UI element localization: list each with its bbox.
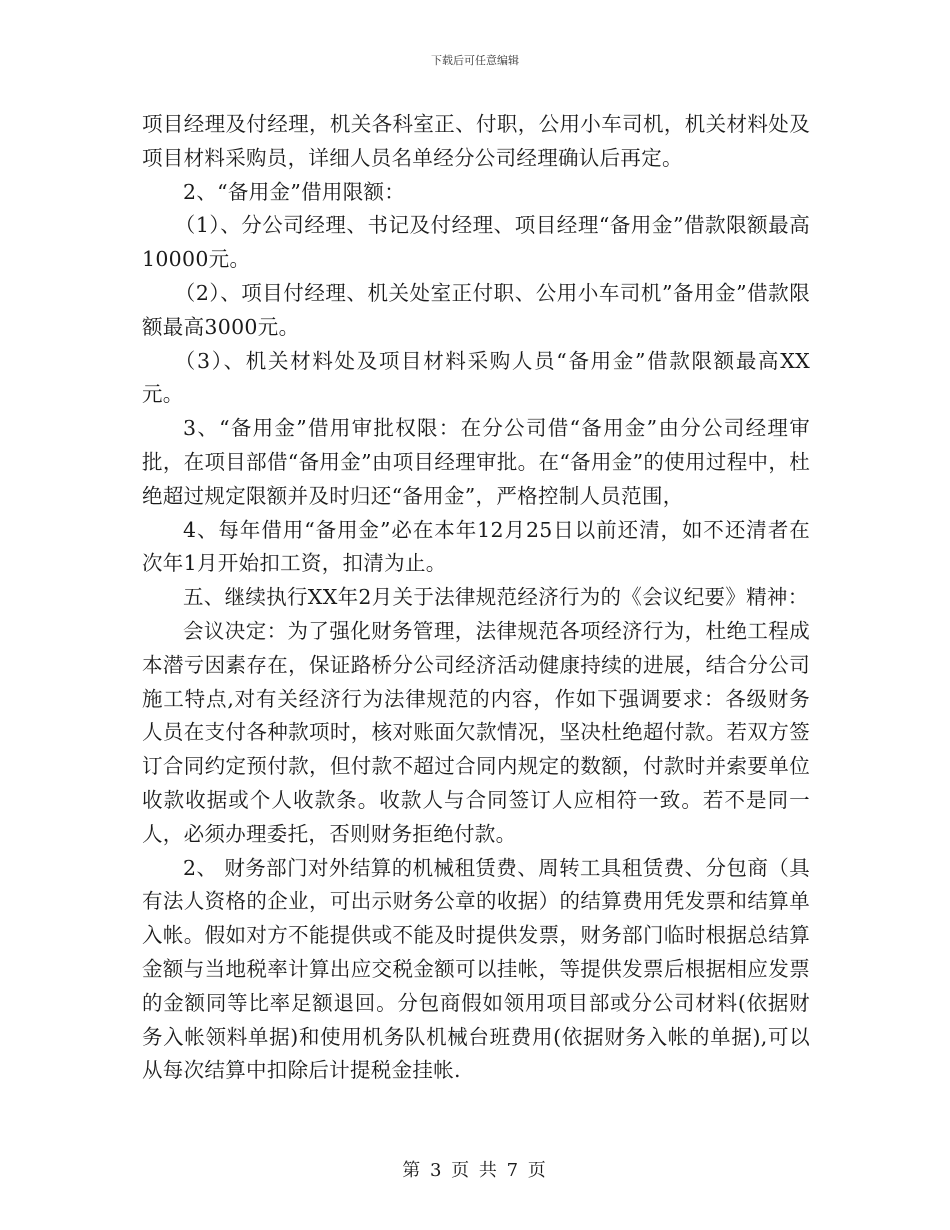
paragraph-section-five-heading: 五、继续执行XX年2月关于法律规范经济行为的《会议纪要》精神： bbox=[183, 585, 809, 610]
paragraph-annual-repayment: 4、每年借用“备用金”必在本年12月25日以前还清，如不还清者在次年1月开始扣工资，扣清为止。 bbox=[142, 517, 810, 576]
paragraph-settlement-rules: 2、 财务部门对外结算的机械租赁费、周转工具租赁费、分包商（具有法人资格的企业，可出示财务公章的收据）的结算费用凭发票和结算单入帐。假如对方不能提供或不能及时提供发票，财务部门临时根据总结算金额与当地税率计算出应交税金额可以挂帐，等提供发票后根据相应发票的金额同等比率足额退回。分包商假如领用项目部或分公司材料(依据财务入帐领料单据)和使用机务队机械台班费用(依据财务入帐的单据),可以从每次结算中扣除后计提税金挂帐. bbox=[142, 855, 810, 1083]
paragraph-personnel-scope: 项目经理及付经理，机关各科室正、付职，公用小车司机，机关材料处及项目材料采购员，详细人员名单经分公司经理确认后再定。 bbox=[142, 112, 810, 170]
paragraph-limit-2: （2）、项目付经理、机关处室正付职、公用小车司机”备用金”借款限额最高3000元。 bbox=[142, 280, 810, 339]
paragraph-limit-3: （3）、机关材料处及项目材料采购人员“备用金”借款限额最高XX元。 bbox=[142, 348, 810, 407]
paragraph-meeting-decision: 会议决定：为了强化财务管理，法律规范各项经济行为，杜绝工程成本潜亏因素存在，保证路桥分公司经济活动健康持续的进展，结合分公司施工特点,对有关经济行为法律规范的内容，作如下强调要求：各级财务人员在支付各种款项时，核对账面欠款情况，坚决杜绝超付款。若双方签订合同约定预付款，但付款不超过合同内规定的数额，付款时并索要单位收款收据或个人收款条。收款人与合同签订人应相符一致。若不是同一人，必须办理委托，否则财务拒绝付款。 bbox=[142, 618, 810, 846]
document-body bbox=[142, 108, 810, 1088]
page-number: 第 3 页 共 7 页 bbox=[402, 1160, 548, 1181]
paragraph-limit-heading: 2、“备用金”借用限额： bbox=[183, 179, 406, 204]
paragraph-approval-authority: 3、“备用金”借用审批权限：在分公司借“备用金”由分公司经理审批，在项目部借“备用金”由项目经理审批。在“备用金”的使用过程中，杜绝超过规定限额并及时归还“备用金”，严格控制人员范围， bbox=[142, 416, 810, 508]
page-header-note: 下载后可任意编辑 bbox=[431, 54, 519, 67]
paragraph-limit-1: （1）、分公司经理、书记及付经理、项目经理“备用金”借款限额最高10000元。 bbox=[142, 213, 810, 272]
